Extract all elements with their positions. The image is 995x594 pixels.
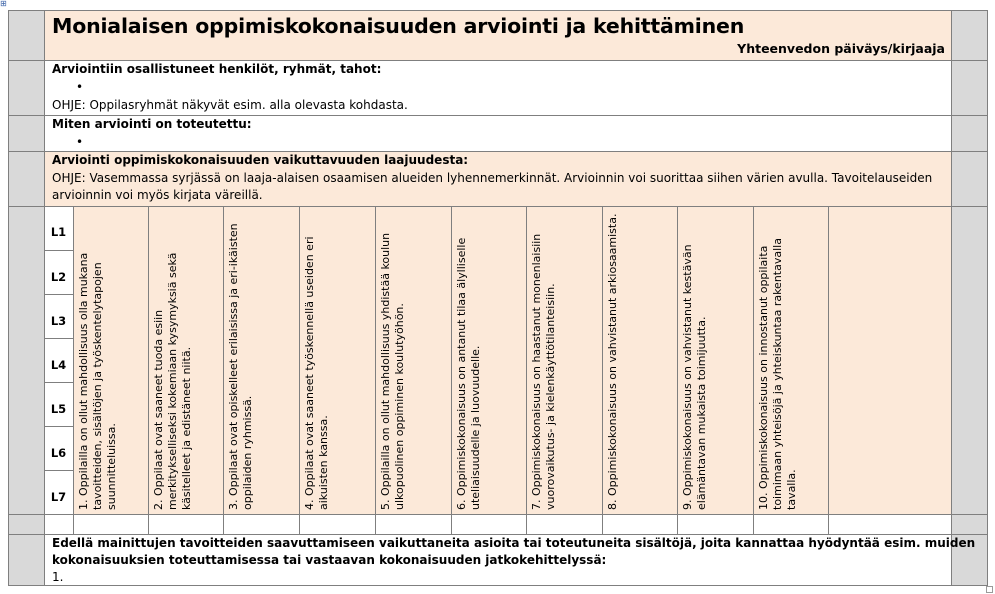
goal-cell-5[interactable] (375, 206, 451, 514)
border (44, 338, 73, 339)
goal-text-6: 6. Oppimiskokonaisuus on antanut tilaa älylliselle uteliaisuudelle ja luovuudelle. (455, 237, 482, 510)
border (8, 585, 988, 586)
level-label-l5[interactable]: L5 (50, 402, 67, 416)
goal-text-4: 4. Oppilaat ovat saaneet työskennellä useiden eri aikuisten kanssa. (303, 236, 330, 510)
level-label-l6[interactable]: L6 (50, 446, 67, 460)
border (44, 250, 73, 251)
goal-cell-10[interactable] (753, 206, 828, 514)
goal-cell-3[interactable] (223, 206, 299, 514)
left-margin-column (8, 10, 44, 586)
impact-note-line-2: arvioinnin voi myös kirjata väreillä. (52, 188, 263, 202)
right-margin-column (951, 10, 988, 586)
goal-cell-4[interactable] (299, 206, 375, 514)
level-label-l7[interactable]: L7 (50, 490, 67, 504)
followup-heading-line-2: kokonaisuuksien toteuttamisessa tai vastaavan kokonaisuuden jatkokehittelyssä: (52, 553, 607, 567)
table-move-handle-icon[interactable]: ⊞ (0, 0, 7, 8)
goal-cell-9[interactable] (677, 206, 753, 514)
goal-text-10: 10. Oppimiskokonaisuus on innostanut oppilaita toimimaan yhteisöjä ja yhteiskuntaa rakentavalla tavalla. (757, 238, 798, 510)
border (44, 382, 73, 383)
level-label-l4[interactable]: L4 (50, 358, 67, 372)
goal-cell-8[interactable] (602, 206, 677, 514)
border (44, 426, 73, 427)
goal-cell-7[interactable] (526, 206, 602, 514)
goal-cell-empty[interactable] (828, 206, 951, 514)
impact-heading: Arviointi oppimiskokonaisuuden vaikuttavuuden laajuudesta: (52, 153, 469, 167)
spacer-row (44, 514, 951, 534)
impact-note-line-1: OHJE: Vasemmassa syrjässä on laaja-alaisen osaamisen alueiden lyhennemerkinnät. Arvioinnin voi suorittaa siihen värien avulla. Tavoitelauseiden (52, 171, 933, 185)
followup-item-1[interactable]: 1. (52, 570, 64, 584)
participants-bullet[interactable]: • (76, 80, 84, 94)
followup-heading-line-1: Edellä mainittujen tavoitteiden saavuttamiseen vaikuttaneita asioita tai toteutuneita sisältöjä, joita kannattaa hyödyntää esim. muiden (52, 536, 976, 550)
border (44, 294, 73, 295)
level-label-l2[interactable]: L2 (50, 270, 67, 284)
border (951, 10, 952, 586)
goal-text-9: 9. Oppimiskokonaisuus on vahvistanut kestävän elämäntavan mukaista toimijuutta. (681, 244, 708, 510)
participants-heading: Arviointiin osallistuneet henkilöt, ryhmät, tahot: (52, 62, 382, 76)
page-title: Monialaisen oppimiskokonaisuuden arviointi ja kehittäminen (52, 14, 745, 38)
level-label-l3[interactable]: L3 (50, 314, 67, 328)
goal-text-7: 7. Oppimiskokonaisuus on haastanut monenlaisiin vuorovaikutus- ja kielenkäyttötilanteisiin. (530, 233, 557, 510)
goal-text-1: 1. Oppilailla on ollut mahdollisuus olla mukana tavoitteiden, sisältöjen ja työskentelytapojen suunnitteluissa. (77, 252, 118, 510)
goal-cell-6[interactable] (451, 206, 526, 514)
goal-text-5: 5. Oppilailla on ollut mahdollisuus yhdistää koulun ulkopuolinen oppiminen koulutyöhön. (379, 232, 406, 510)
summary-date-label[interactable]: Yhteenvedon päiväys/kirjaaja (737, 41, 945, 56)
border (8, 10, 9, 586)
goal-cell-1[interactable] (73, 206, 148, 514)
implementation-heading: Miten arviointi on toteutettu: (52, 117, 252, 131)
goal-text-3: 3. Oppilaat ovat opiskelleet erilaisissa ja eri-ikäisten oppilaiden ryhmissä. (227, 223, 254, 510)
goal-text-8: 8. Oppimiskokonaisuus on vahvistanut arkiosaamista. (606, 213, 619, 510)
border (44, 470, 73, 471)
goal-text-2: 2. Oppilaat ovat saaneet tuoda esiin merkitykselliseksi kokemiaan kysymyksiä sekä käsitelleet ja edistäneet niitä. (152, 252, 193, 510)
border (987, 10, 988, 586)
border (8, 10, 988, 11)
border (8, 514, 988, 515)
implementation-bullet[interactable]: • (76, 135, 84, 149)
goal-cell-2[interactable] (148, 206, 223, 514)
level-label-l1[interactable]: L1 (50, 225, 67, 239)
participants-note: OHJE: Oppilasryhmät näkyvät esim. alla olevasta kohdasta. (52, 98, 408, 112)
table-resize-handle-icon[interactable] (986, 586, 993, 593)
